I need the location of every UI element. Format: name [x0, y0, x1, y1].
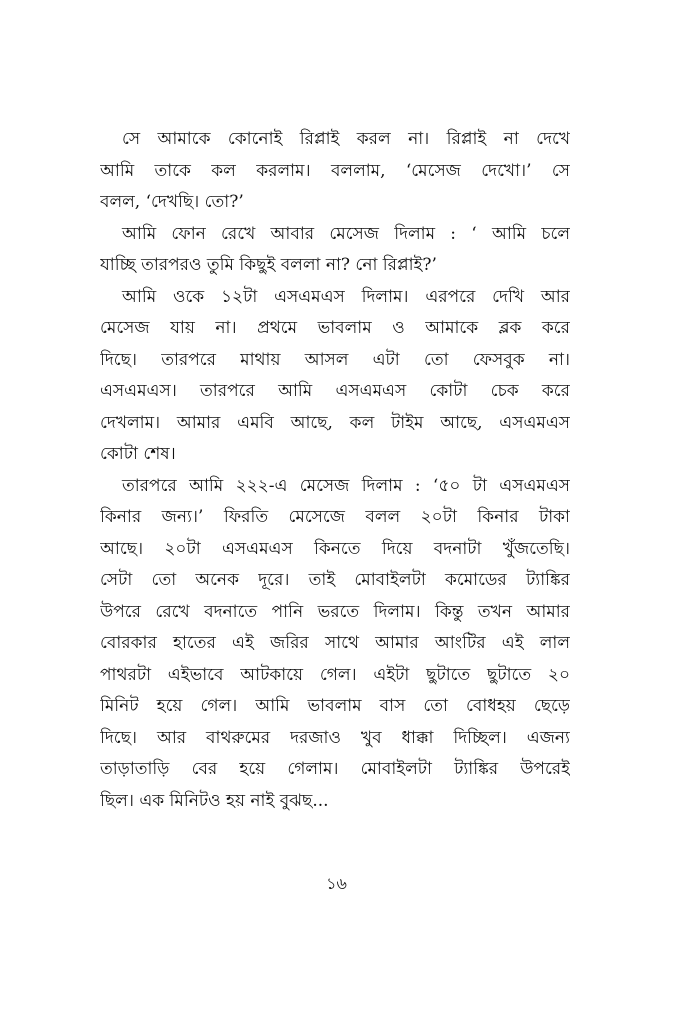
text-line: পাথরটা এইভাবে আটকায়ে গেল। এইটা ছুটাতে ছুটাতে ২০: [100, 664, 570, 685]
page-number: ১৬: [326, 874, 347, 893]
text-line: তাড়াতাড়ি বের হয়ে গেলাম। মোবাইলটা ট্যাঙ্কির উপরেই: [100, 759, 570, 779]
text-line: কোটা শেষ।: [100, 444, 176, 464]
text-line: আছে। ২০টা এসএমএস কিনতে দিয়ে বদনাটা খুঁজতেছি।: [100, 538, 570, 559]
text-line: বলল, ‘দেখছি। তো?’: [100, 192, 244, 212]
text-line: সেটা তো অনেক দূরে। তাই মোবাইলটা কমোডের ট্যাঙ্কির: [100, 570, 570, 590]
text-line: আমি ওকে ১২টা এসএমএস দিলাম। এরপরে দেখি আর: [122, 286, 570, 307]
text-line: বোরকার হাতের এই জরির সাথে আমার আংটির এই লাল: [100, 633, 570, 653]
text-line: তারপরে আমি ২২২-এ মেসেজ দিলাম : ‘৫০ টা এসএমএস: [122, 475, 570, 496]
text-line: আমি ফোন রেখে আবার মেসেজ দিলাম : ‘ আমি চলে: [122, 223, 570, 244]
text-line: কিনার জন্য।’ ফিরতি মেসেজে বলল ২০টা কিনার টাকা: [100, 507, 570, 527]
body-text: [100, 124, 570, 817]
text-line: আমি তাকে কল করলাম। বললাম, ‘মেসেজ দেখো।’ সে: [100, 160, 570, 181]
text-line: যাচ্ছি তারপরও তুমি কিছুই বললা না? নো রিপ্লাই?’: [100, 255, 437, 275]
text-line: দেখলাম। আমার এমবি আছে, কল টাইম আছে, এসএমএস: [100, 412, 570, 433]
text-line: উপরে রেখে বদনাতে পানি ভরতে দিলাম। কিন্তু তখন আমার: [100, 601, 570, 622]
text-line: এসএমএস। তারপরে আমি এসএমএস কোটা চেক করে: [100, 381, 570, 401]
text-line: সে আমাকে কোনোই রিপ্লাই করল না। রিপ্লাই না দেখে: [122, 129, 570, 149]
text-line: দিছে। আর বাথরুমের দরজাও খুব ধাক্কা দিচ্ছিল। এজন্য: [100, 727, 570, 748]
text-line: মিনিট হয়ে গেল। আমি ভাবলাম বাস তো বোধহয় ছেড়ে: [100, 696, 570, 716]
text-line: ছিল। এক মিনিটও হয় নাই বুঝছ...: [100, 790, 329, 811]
text-line: মেসেজ যায় না। প্রথমে ভাবলাম ও আমাকে ব্লক করে: [100, 318, 570, 338]
text-line: দিছে। তারপরে মাথায় আসল এটা তো ফেসবুক না।: [100, 349, 570, 370]
